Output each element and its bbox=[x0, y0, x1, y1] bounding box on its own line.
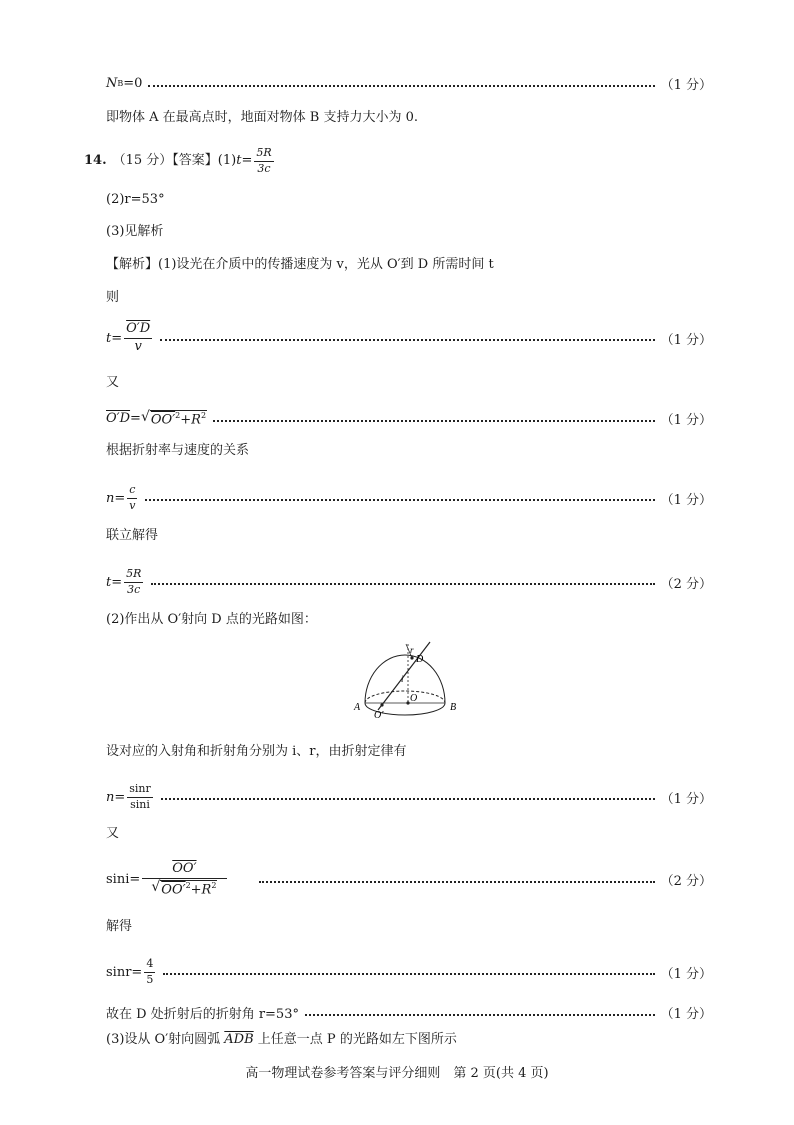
nb-rhs: =0 bbox=[123, 76, 143, 91]
f1-lhs: t= bbox=[106, 330, 123, 346]
f7-den: 5 bbox=[146, 972, 154, 986]
q14-header bbox=[84, 147, 276, 175]
f6-radicand: $OO'^2+R^2$ bbox=[161, 880, 217, 898]
points-label: （2 分） bbox=[660, 874, 712, 890]
radical-sign: √ bbox=[140, 408, 150, 425]
f7-fraction bbox=[144, 958, 155, 986]
answer-eq: = bbox=[241, 153, 253, 169]
solve-text-1: 联立解得 bbox=[106, 528, 159, 543]
f7-lhs: sinr= bbox=[106, 964, 143, 980]
analysis-intro: 【解析】(1)设光在介质中的传播速度为 v，光从 O′到 D 所需时间 t bbox=[106, 257, 494, 272]
answer1-den: 3c bbox=[257, 161, 271, 175]
f1-den: v bbox=[134, 338, 142, 354]
formula-row-5 bbox=[106, 783, 712, 811]
f2-root-term: OO′ bbox=[150, 411, 176, 427]
formula-3 bbox=[106, 484, 139, 512]
f5-num: sinr bbox=[127, 783, 153, 798]
f6-num: OO′ bbox=[142, 862, 226, 879]
part3-text-b: 上任意一点 P 的光路如左下图所示 bbox=[253, 1032, 457, 1047]
hemisphere-optics-diagram bbox=[340, 640, 470, 722]
formula-nb bbox=[106, 76, 142, 91]
formula-row-7 bbox=[106, 958, 712, 986]
part2-intro: (2)作出从 O′射向 D 点的光路如图： bbox=[106, 612, 317, 627]
also-text-2: 又 bbox=[106, 826, 120, 841]
radical-sign: √ bbox=[151, 878, 161, 895]
formula-5 bbox=[106, 783, 155, 811]
formula-6 bbox=[106, 862, 253, 898]
f6-plus-term: +R bbox=[190, 882, 212, 898]
f2-eq: = bbox=[130, 410, 141, 426]
leader-dots bbox=[161, 798, 655, 800]
points-label: （1 分） bbox=[660, 332, 712, 348]
formula-7 bbox=[106, 958, 157, 986]
f3-fraction bbox=[127, 484, 137, 512]
leader-dots bbox=[160, 339, 654, 341]
page-footer: 高一物理试卷参考答案与评分细则 第 2 页(共 4 页) bbox=[245, 1066, 549, 1081]
label-A: A bbox=[354, 702, 361, 713]
f1-fraction bbox=[124, 322, 152, 355]
f4-fraction bbox=[124, 568, 143, 596]
light-ray bbox=[378, 642, 430, 710]
hemisphere-dome bbox=[365, 655, 445, 703]
question-number: 14. bbox=[84, 153, 107, 169]
f6-den bbox=[149, 879, 219, 898]
formula-2 bbox=[106, 410, 207, 428]
formula-row-1 bbox=[106, 322, 712, 355]
f6-lhs: sini= bbox=[106, 872, 141, 888]
points-label: （1 分） bbox=[660, 492, 712, 508]
then-text: 则 bbox=[106, 290, 120, 305]
base-ellipse-back bbox=[365, 691, 445, 703]
answer1-fraction bbox=[254, 147, 273, 175]
formula-row-8 bbox=[106, 1003, 712, 1022]
f5-den: sini bbox=[130, 797, 150, 811]
label-O-prime: O′ bbox=[374, 710, 384, 721]
answer1-num: 5R bbox=[254, 147, 273, 162]
relation-text: 根据折射率与速度的关系 bbox=[106, 443, 250, 458]
leader-dots bbox=[151, 583, 654, 585]
f3-den: v bbox=[129, 498, 136, 512]
formula-4 bbox=[106, 568, 145, 596]
f4-num: 5R bbox=[124, 568, 143, 583]
points-label: （1 分） bbox=[660, 1007, 712, 1022]
leader-dots bbox=[163, 973, 654, 975]
f4-den: 3c bbox=[127, 582, 141, 596]
leader-dots bbox=[213, 420, 655, 422]
points-label: （1 分） bbox=[660, 78, 712, 93]
f2-lhs: O′D bbox=[106, 410, 131, 426]
formula-row-nb bbox=[106, 74, 712, 93]
label-O: O bbox=[410, 693, 418, 704]
answer-part2: (2)r=53° bbox=[106, 192, 165, 207]
label-D: D bbox=[416, 654, 424, 665]
part3-arc: $\overline{ADB}$ bbox=[224, 1032, 254, 1047]
leader-dots bbox=[148, 85, 654, 87]
answer-part3: (3)见解析 bbox=[106, 224, 164, 239]
also-text-1: 又 bbox=[106, 375, 120, 390]
leader-dots bbox=[145, 499, 654, 501]
f2-sqrt bbox=[141, 410, 207, 428]
f4-lhs: t= bbox=[106, 574, 123, 590]
leader-dots bbox=[259, 881, 655, 883]
conclusion-text: 即物体 A 在最高点时，地面对物体 B 支持力大小为 0. bbox=[106, 110, 419, 125]
answer-t-var: t bbox=[236, 153, 242, 169]
nb-subscript: B bbox=[117, 79, 124, 88]
formula-row-3 bbox=[106, 484, 712, 512]
f5-lhs: n= bbox=[106, 789, 126, 805]
f3-lhs: n= bbox=[106, 490, 126, 506]
formula-row-6 bbox=[106, 862, 712, 898]
part3-text-a: (3)设从 O′射向圆弧 bbox=[106, 1032, 225, 1047]
points-label: （1 分） bbox=[660, 791, 712, 807]
f2-radicand: $OO'^2+R^2$ bbox=[150, 410, 207, 427]
label-i: i bbox=[401, 674, 404, 684]
f6-fraction bbox=[142, 862, 226, 898]
solve-text-2: 解得 bbox=[106, 919, 133, 934]
part3-intro bbox=[106, 1032, 457, 1048]
point-O-prime bbox=[380, 703, 383, 706]
f3-num: c bbox=[127, 484, 137, 499]
formula-row-4 bbox=[106, 568, 712, 596]
label-B: B bbox=[450, 702, 457, 713]
angles-intro: 设对应的入射角和折射角分别为 i、r，由折射定律有 bbox=[106, 744, 407, 759]
point-D bbox=[410, 656, 413, 659]
formula-1 bbox=[106, 322, 154, 355]
f6-root-term: OO′ bbox=[161, 882, 186, 898]
f7-num: 4 bbox=[144, 958, 155, 973]
formula-row-2 bbox=[106, 409, 712, 428]
points-label: （1 分） bbox=[660, 413, 712, 428]
points-label: （2 分） bbox=[660, 576, 712, 592]
f5-fraction bbox=[127, 783, 153, 811]
f1-num: O′D bbox=[124, 322, 152, 339]
nb-symbol: N bbox=[106, 76, 118, 91]
points-label: （1 分） bbox=[660, 966, 712, 982]
formula-8: 故在 D 处折射后的折射角 r=53° bbox=[106, 1007, 299, 1022]
f6-sqrt bbox=[151, 880, 217, 898]
label-r: r bbox=[410, 645, 414, 655]
q14-head: （15 分）【答案】(1) bbox=[112, 153, 237, 169]
leader-dots bbox=[305, 1014, 655, 1016]
f2-plus-term: +R bbox=[180, 411, 201, 427]
